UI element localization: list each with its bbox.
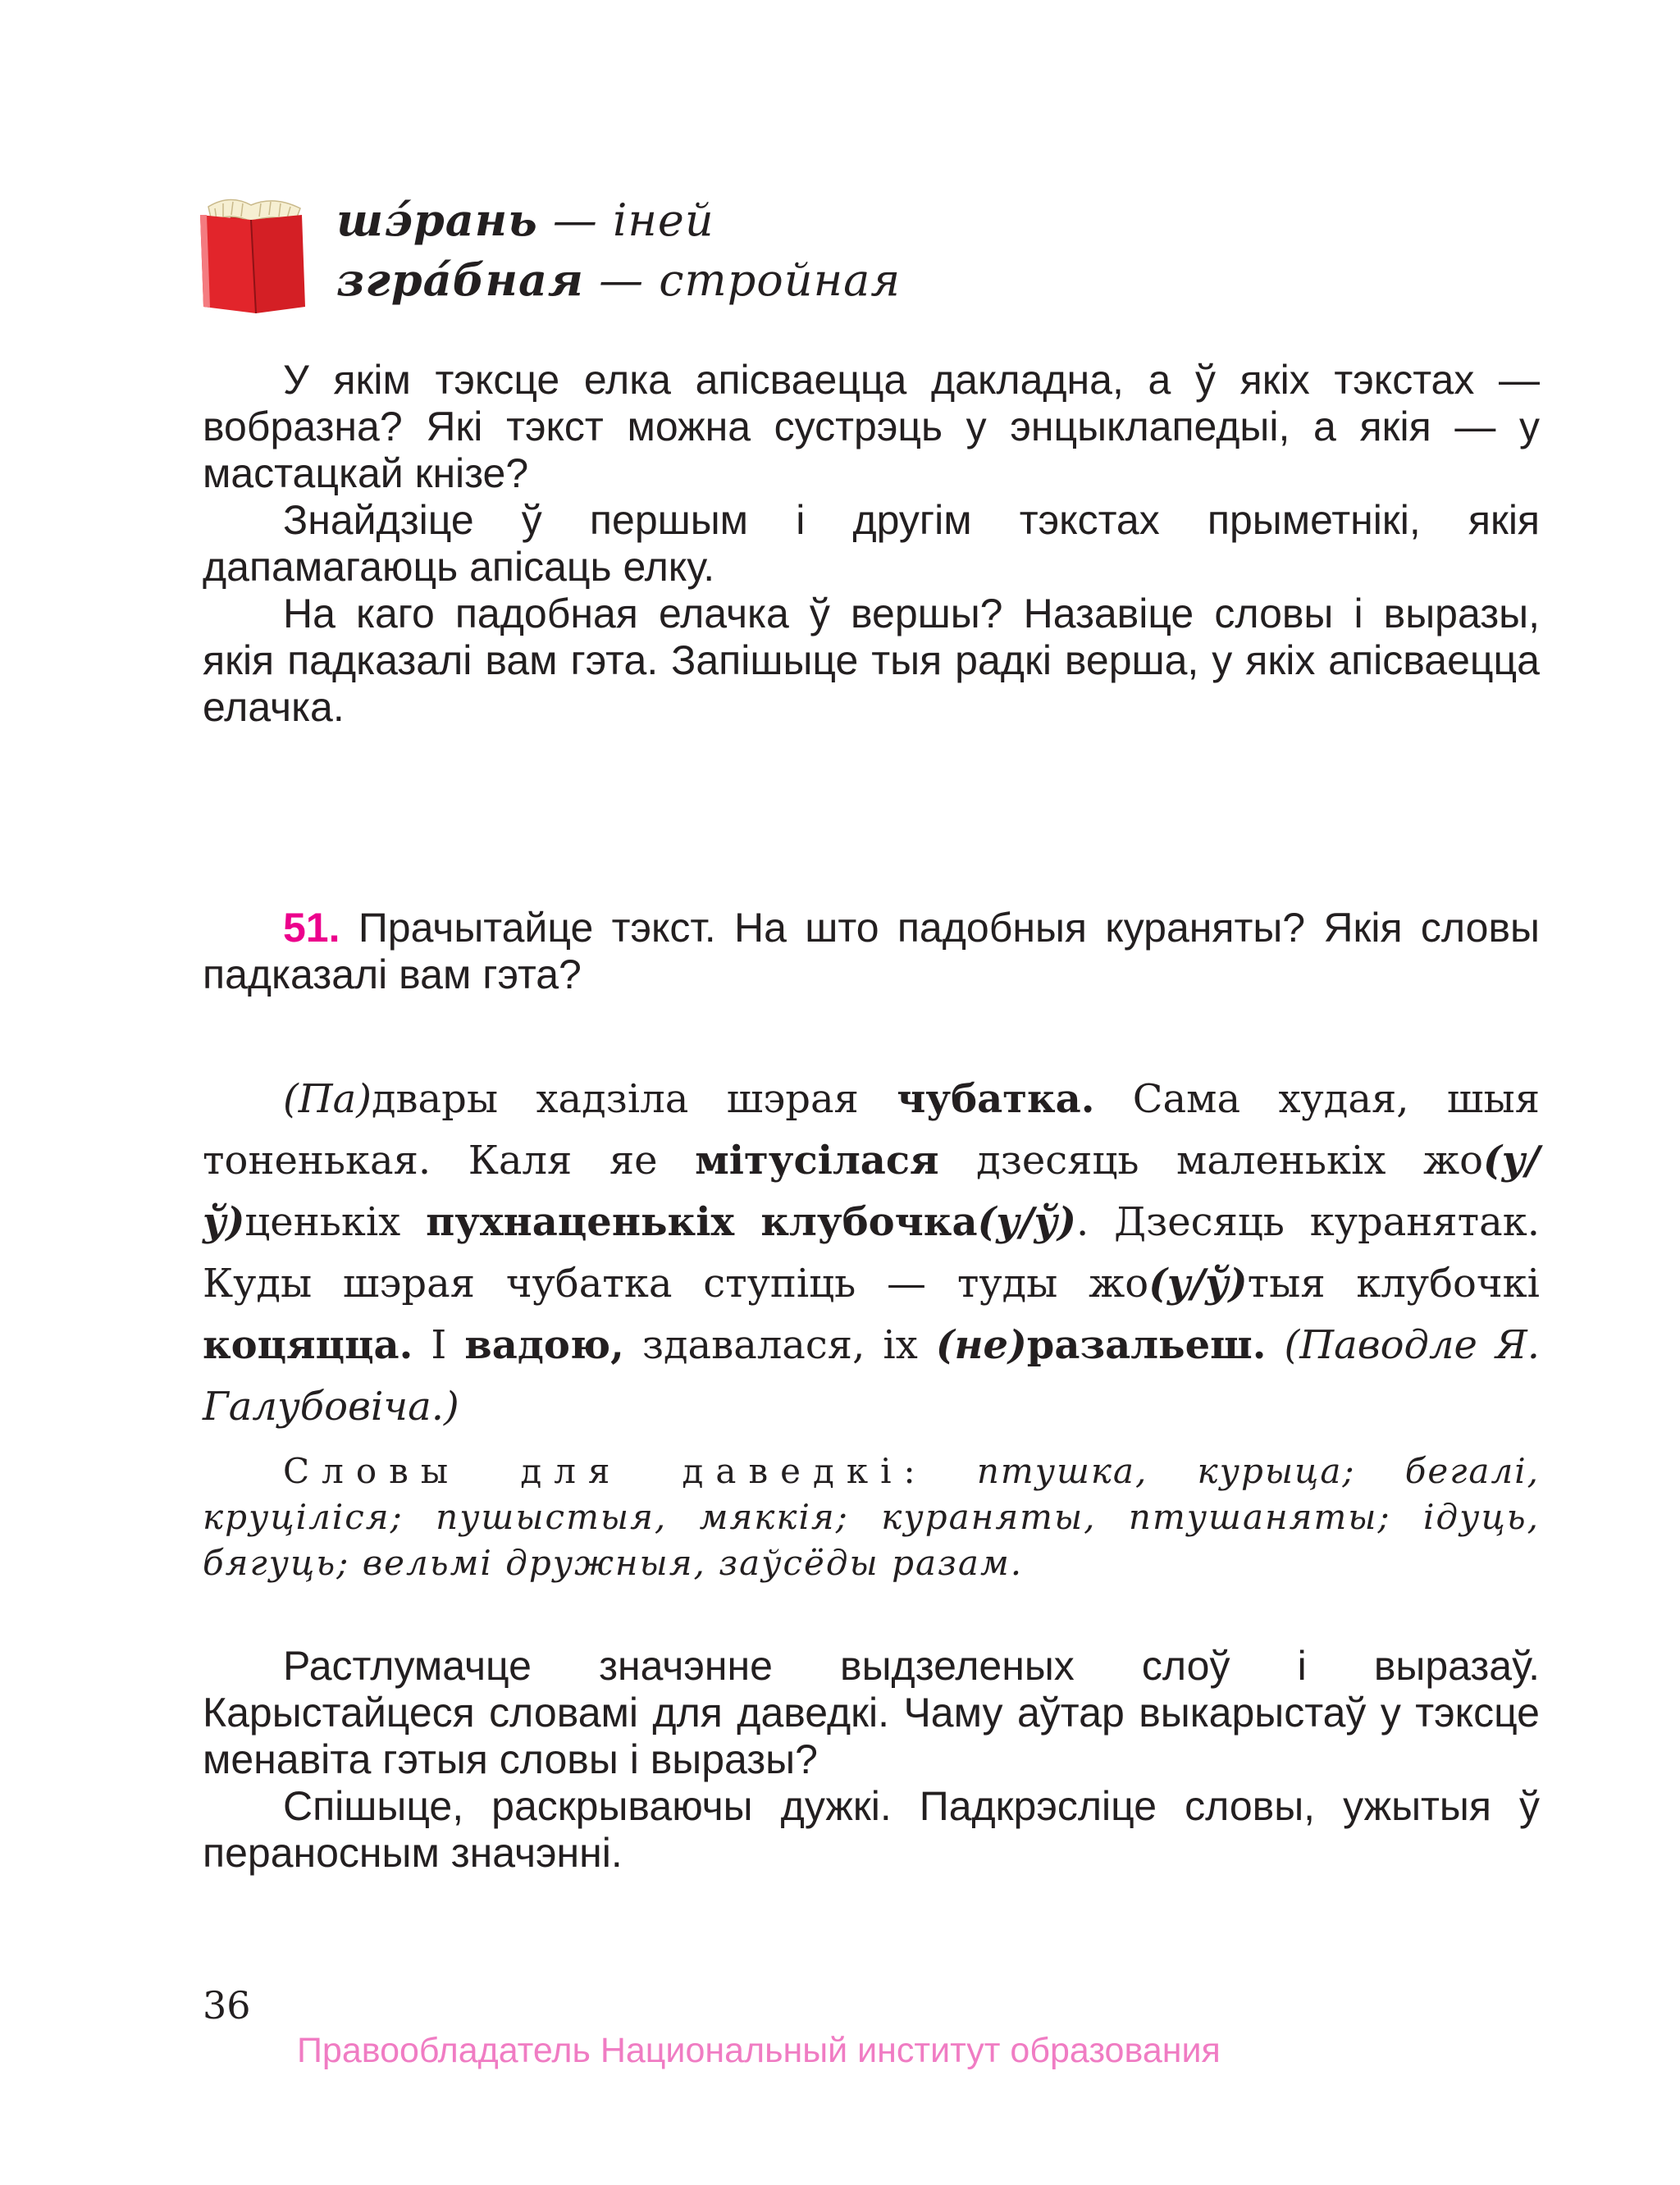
highlighted-word: чубатка. [897,1076,1095,1122]
passage-attribution: (Паводле Я. Галубовіча.) [203,1322,1540,1430]
passage-text: І [413,1322,465,1368]
passage-text: Сама худая, шыя тоненькая. Каля яе [203,1076,1540,1184]
glossary-dash: — [537,194,614,246]
question-paragraph: У якім тэксце елка апісваецца дакладна, а ў якіх тэкстах — вобразна? Які тэкст можна сустрэць у энцыклапедыі, а якія — у мастацкай кнізе? [203,357,1540,496]
passage-text: дзесяць маленькіх жо [938,1138,1484,1184]
exercise-instruction [203,905,1540,998]
reference-words [203,1448,1540,1586]
passage-text: тыя клубочкі [1247,1261,1541,1307]
glossary-entry [336,190,1157,250]
reading-passage [203,1069,1540,1438]
question-paragraph: На каго падобная елачка ў вершы? Назавіце словы і выразы, якія падказалі вам гэта. Запішыце тыя радкі верша, у якіх апісваецца елачка. [203,591,1540,730]
glossary-word: згра́бная [336,253,584,306]
passage-text: здавалася, іх [623,1322,936,1368]
task-paragraph: Спішыце, раскрываючы дужкі. Падкрэсліце словы, ужытыя ў пераносным значэнні. [203,1783,1540,1876]
reference-label: Словы для даведкі: [283,1451,928,1491]
page-number: 36 [203,1983,251,2028]
highlighted-word: пухнаценькіх клубочка [426,1199,978,1245]
letter-choice: (у/ў) [977,1199,1076,1245]
glossary-word: шэ́рань [336,194,538,246]
questions-block [203,357,1540,731]
question-paragraph: Знайдзіце ў першым і другім тэкстах прыметнікі, якія дапамагаюць апісаць елку. [203,497,1540,590]
passage-text: . Дзесяць куранятак. Куды шэрая чубатка ступіць — туды жо [203,1199,1541,1307]
glossary-list [336,190,1157,310]
highlighted-word: мітусілася [695,1138,939,1184]
bracket-prefix: (не) [935,1322,1027,1368]
exercise-instruction-text: Прачытайце тэкст. На што падобныя кураняты? Якія словы падказалі вам гэта? [203,905,1540,997]
glossary-meaning: іней [613,194,714,246]
highlighted-word: коцяцца. [203,1322,413,1368]
tasks-block [203,1643,1540,1877]
glossary-dash: — [583,254,660,306]
exercise-header [203,905,1540,998]
highlighted-word: вадою, [464,1322,624,1368]
highlighted-word: разальеш. [1026,1322,1267,1368]
reference-list: птушка, курыца; бегалі, круціліся; пушыстыя, мяккія; кураняты, птушаняты; ідуць, бягуць; вельмі дружныя, заўсёды разам. [203,1451,1540,1583]
glossary-entry [336,250,1157,310]
passage-text: ценькіх [244,1199,427,1245]
letter-choice: (у/ў) [1148,1261,1248,1307]
glossary-meaning: стройная [659,254,902,306]
exercise-number: 51. [283,905,340,951]
passage-text [1266,1322,1284,1368]
bracket-prefix: (Па) [283,1076,372,1122]
rights-holder-footer: Правообладатель Национальный институт образования [297,2031,1221,2070]
letter-choice: (у/ў) [203,1138,1540,1245]
open-book-icon [197,197,308,316]
task-paragraph: Растлумачце значэнне выдзеленых слоў і выразаў. Карыстайцеся словамі для даведкі. Чаму аўтар выкарыстаў у тэксце менавіта гэтыя словы і выразы? [203,1643,1540,1782]
passage-text: двары хадзіла шэрая [371,1076,897,1122]
